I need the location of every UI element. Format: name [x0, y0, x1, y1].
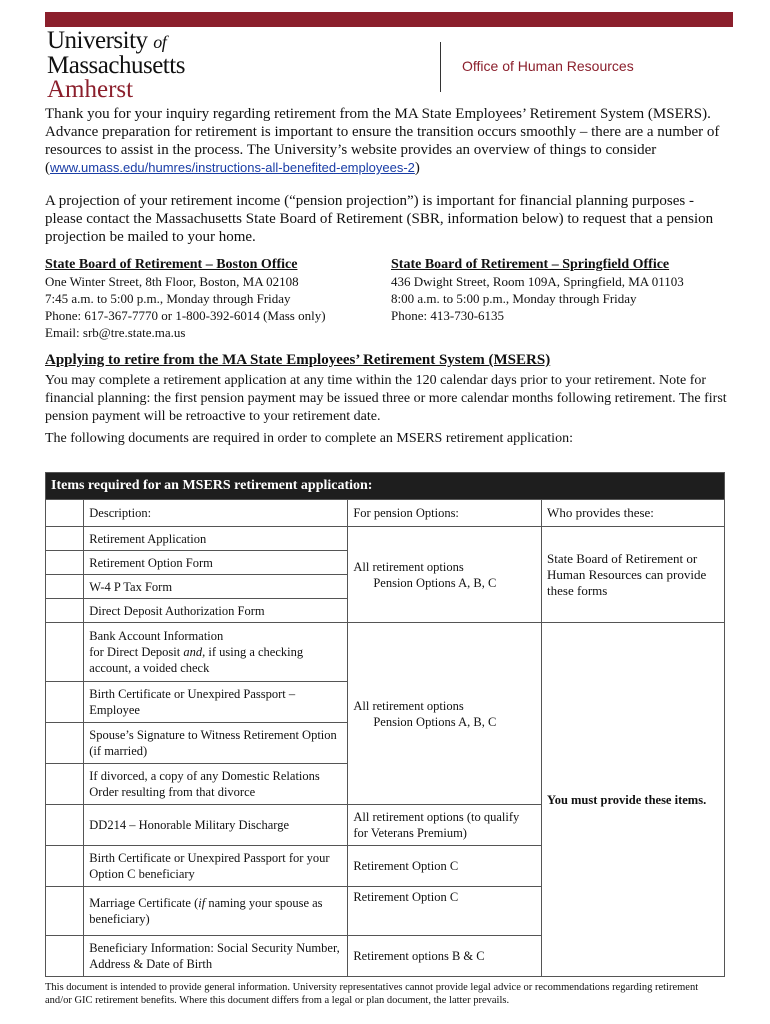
item-beneficiary-info: Beneficiary Information: Social Security Number, Address & Date of Birth: [84, 936, 348, 977]
intro-text: Thank you for your inquiry regarding retirement from the MA State Employees’ Retirement System (MSERS). Advance preparation for retirement is important to ensure the transition occurs smoothly – there are a number of resources to assist in the process. The University’s website provides an overview of things to consider (: [45, 106, 720, 176]
top-brand-bar: [45, 12, 733, 27]
intro-paragraph-1: [45, 105, 735, 177]
beneficiary-options: Retirement options B & C: [348, 936, 542, 977]
bank-line1: Bank Account Information: [89, 629, 224, 643]
bank-line2b: , if using a checking account, a voided check: [89, 645, 304, 675]
item-direct-deposit: Direct Deposit Authorization Form: [84, 599, 348, 623]
checkbox[interactable]: [46, 936, 84, 977]
disclaimer-footer: This document is intended to provide general information. University representatives cannot provide legal advice or recommendations regarding retirement and/or GIC retirement benefits. Where this document differs from a legal or plan document, the latter prevails.: [45, 982, 699, 1006]
office-title: Office of Human Resources: [462, 58, 634, 74]
item-birth-certificate-c: Birth Certificate or Unexpired Passport for your Option C beneficiary: [84, 846, 348, 887]
item-spouse-signature: Spouse’s Signature to Witness Retirement Option (if married): [84, 723, 348, 764]
checkbox[interactable]: [46, 623, 84, 682]
checkbox[interactable]: [46, 599, 84, 623]
bank-and: and: [183, 645, 203, 659]
item-birth-certificate: Birth Certificate or Unexpired Passport – Employee: [84, 682, 348, 723]
applying-paragraph: You may complete a retirement application at any time within the 120 calendar days prior to your retirement. Note for financial planning: the first pension payment may be issued three or more calendar months following retirement. The first pension payment will be retroactive to your retirement date.: [45, 373, 727, 424]
col-options: For pension Options:: [348, 500, 542, 527]
group1-opt-line1: All retirement options: [353, 559, 464, 574]
group2-options: [348, 623, 542, 805]
birth-c-options: Retirement Option C: [348, 846, 542, 887]
springfield-office: [391, 256, 684, 324]
item-w4p: W-4 P Tax Form: [84, 575, 348, 599]
applying-title: Applying to retire from the MA State Employees’ Retirement System (MSERS): [45, 352, 551, 368]
checkbox[interactable]: [46, 527, 84, 551]
requirements-table: [45, 472, 725, 977]
col-description: Description:: [84, 500, 348, 527]
checkbox[interactable]: [46, 887, 84, 936]
group2-who: You must provide these items.: [542, 623, 725, 977]
item-option-form: Retirement Option Form: [84, 551, 348, 575]
checkbox[interactable]: [46, 575, 84, 599]
springfield-hours: 8:00 a.m. to 5:00 p.m., Monday through Friday: [391, 291, 637, 306]
checkbox[interactable]: [46, 764, 84, 805]
group1-options: [348, 527, 542, 623]
dd214-options: All retirement options (to qualify for Veterans Premium): [348, 805, 542, 846]
springfield-phone: Phone: 413-730-6135: [391, 308, 505, 323]
checkbox[interactable]: [46, 723, 84, 764]
item-bank-account: [84, 623, 348, 682]
checkbox[interactable]: [46, 551, 84, 575]
table-header-row: [46, 473, 725, 500]
column-header-row: [46, 500, 725, 527]
item-divorce: If divorced, a copy of any Domestic Relations Order resulting from that divorce: [84, 764, 348, 805]
boston-hours: 7:45 a.m. to 5:00 p.m., Monday through Friday: [45, 291, 291, 306]
logo-of: of: [153, 32, 167, 52]
table-row: [46, 527, 725, 551]
item-marriage-certificate: [84, 887, 348, 936]
marriage-options: Retirement Option C: [348, 887, 542, 936]
marriage-if: if: [198, 896, 206, 910]
benefits-link[interactable]: www.umass.edu/humres/instructions-all-benefited-employees-2: [50, 160, 415, 175]
boston-phone: Phone: 617-367-7770 or 1-800-392-6014 (Mass only): [45, 308, 326, 323]
bank-line2a: for Direct Deposit: [89, 645, 184, 659]
checkbox[interactable]: [46, 846, 84, 887]
checkbox[interactable]: [46, 805, 84, 846]
boston-email: Email: srb@tre.state.ma.us: [45, 325, 186, 340]
marriage-a: Marriage Certificate (: [89, 896, 199, 910]
item-dd214: DD214 – Honorable Military Discharge: [84, 805, 348, 846]
group1-opt-line2: Pension Options A, B, C: [373, 575, 497, 590]
col-who: Who provides these:: [542, 500, 725, 527]
header-divider: [440, 42, 441, 92]
university-logo: [47, 29, 185, 102]
logo-university: University: [47, 27, 148, 54]
logo-massachusetts: Massachusetts: [47, 52, 185, 79]
table-row: [46, 623, 725, 682]
boston-title: State Board of Retirement – Boston Office: [45, 257, 298, 272]
springfield-address: 436 Dwight Street, Room 109A, Springfield, MA 01103: [391, 274, 684, 289]
documents-intro: The following documents are required in order to complete an MSERS retirement application:: [45, 431, 573, 446]
item-retirement-application: Retirement Application: [84, 527, 348, 551]
group2-opt-line1: All retirement options: [353, 698, 464, 713]
intro-paragraph-2: A projection of your retirement income (“pension projection”) is important for financial planning purposes - please contact the Massachusetts State Board of Retirement (SBR, information below) to request that a pension projection be mailed to your home.: [45, 193, 714, 245]
boston-address: One Winter Street, 8th Floor, Boston, MA 02108: [45, 274, 299, 289]
marriage-b: naming your spouse as beneficiary): [89, 896, 323, 926]
springfield-title: State Board of Retirement – Springfield Office: [391, 257, 670, 272]
boston-office: [45, 256, 326, 341]
group1-who: State Board of Retirement or Human Resources can provide these forms: [542, 527, 725, 623]
group2-opt-line2: Pension Options A, B, C: [373, 714, 497, 729]
table-header: Items required for an MSERS retirement application:: [46, 473, 725, 500]
checkbox[interactable]: [46, 682, 84, 723]
intro-text-end: ): [414, 160, 420, 176]
logo-amherst: Amherst: [47, 76, 134, 103]
